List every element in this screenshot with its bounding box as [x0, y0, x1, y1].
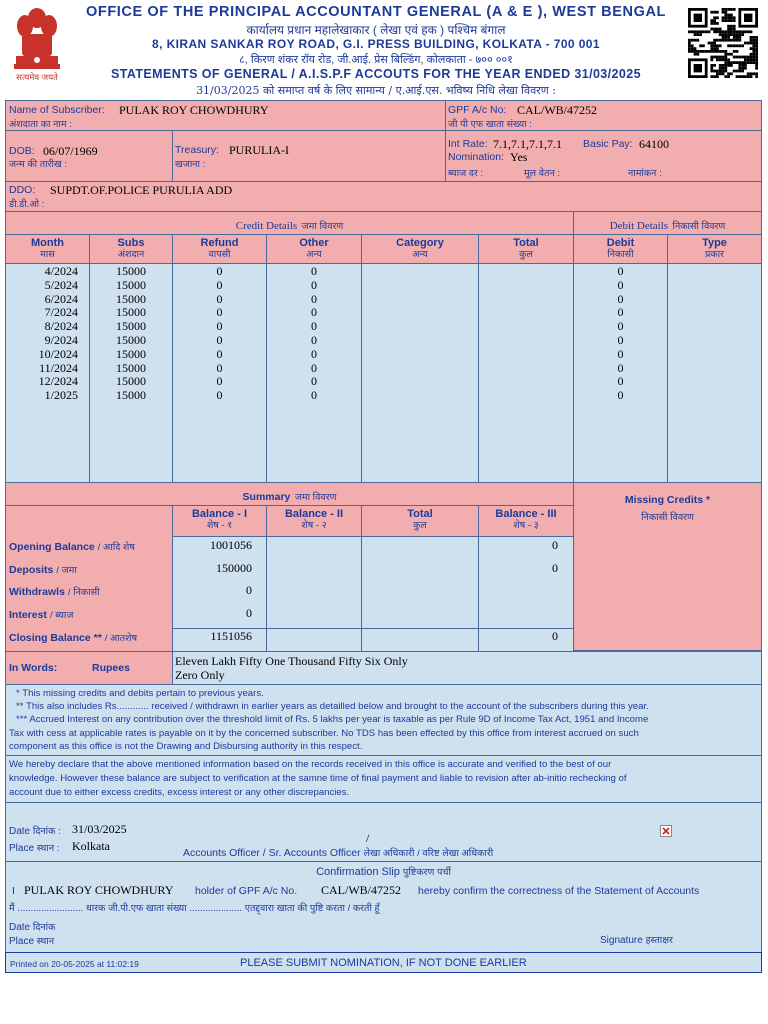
signoff-place: Kolkata	[72, 839, 110, 853]
row-other: 0	[311, 374, 317, 389]
balance-3-header: Balance - III शेष - ३	[495, 508, 557, 531]
summary-label-en: Opening Balance	[9, 541, 95, 553]
note-3c: component as this office is not the Drawing and Disbursing authority in this respect.	[9, 741, 363, 752]
row-other: 0	[311, 388, 317, 403]
row-other: 0	[311, 333, 317, 347]
summary-label-hi: / आदि शेष	[97, 542, 135, 553]
summary-labels	[5, 505, 173, 652]
declaration-line-2: knowledge. However these balance are subject to verification at the samne time of final payment and liable to revision after ab-initio rechecking of	[9, 773, 627, 784]
row-debit: 0	[617, 264, 624, 278]
confirmation-place-label: Place	[9, 936, 35, 947]
col-refund-header: Refund वापसी	[200, 237, 239, 260]
nomination-label-hi: नामांकन :	[628, 168, 662, 179]
row-refund: 0	[216, 319, 223, 334]
balance-1-value: 1151056	[210, 629, 252, 643]
balance-1-value: 1001056	[210, 538, 252, 552]
subscriber-name-label: Name of Subscriber:	[9, 104, 105, 116]
row-refund: 0	[216, 264, 223, 278]
treasury-cell	[172, 130, 446, 182]
row-debit: 0	[617, 305, 624, 320]
in-words-line-1: Eleven Lakh Fifty One Thousand Fifty Six Only	[175, 654, 408, 668]
row-month: 4/2024	[44, 264, 78, 278]
int-rate-label-hi: ब्याज दर :	[448, 168, 484, 179]
signoff-slash: /	[366, 831, 370, 845]
confirmation-confirm-text: hereby confirm the correctness of the Statement of Accounts	[418, 885, 700, 897]
row-other: 0	[311, 305, 317, 320]
row-refund: 0	[216, 360, 223, 375]
balance-3-value: 0	[552, 561, 558, 575]
credit-details-title: Credit Details	[235, 220, 298, 232]
row-refund: 0	[216, 346, 223, 361]
rupees-label: Rupees	[92, 662, 130, 674]
declaration-line-1: We hereby declare that the above mentioned information based on the records received in this office is accurate and verified to the best of our	[9, 759, 612, 770]
summary-label-en: Interest	[9, 609, 47, 621]
row-debit: 0	[617, 374, 624, 389]
place-label-hi: स्थान :	[36, 843, 60, 854]
row-other: 0	[311, 360, 317, 375]
row-refund: 0	[216, 388, 223, 403]
summary-row-label	[9, 563, 77, 576]
int-rate-label: Int Rate:	[448, 138, 488, 150]
row-debit: 0	[617, 333, 624, 347]
summary-label-hi: / आतशेष	[104, 633, 138, 644]
ddo-value: SUPDT.OF.POLICE PURULIA ADD	[50, 183, 233, 197]
row-other: 0	[311, 277, 317, 292]
nomination-reminder: PLEASE SUBMIT NOMINATION, IF NOT DONE EARLIER	[240, 957, 527, 969]
dob-value: 06/07/1969	[43, 144, 98, 158]
row-month: 12/2024	[38, 374, 78, 389]
office-title-hi: कार्यालय प्रधान महालेखाकार ( लेखा एवं हक ) पश्चिम बंगाल	[246, 23, 506, 37]
row-refund: 0	[216, 333, 223, 347]
debit-details-title: Debit Details	[609, 220, 669, 232]
gpf-number: CAL/WB/47252	[517, 103, 597, 117]
confirmation-title-hi: पुष्टिकरण पर्ची	[402, 867, 451, 878]
note-3b: Tax with cess at applicable rates is payable on it by the concerned subscriber. No TDS has been effected by this office from interest accrued on such	[9, 728, 639, 739]
row-other: 0	[311, 291, 317, 306]
summary-label-hi: / जमा	[56, 565, 77, 576]
row-subs: 15000	[116, 374, 146, 389]
row-month: 9/2024	[44, 333, 78, 347]
missing-credits-title-hi: निकासी विवरण	[641, 512, 694, 523]
missing-credits-box	[573, 482, 762, 651]
row-subs: 15000	[116, 388, 146, 403]
officer-designation-hi: लेखा अधिकारी / वरिष्ट लेखा अधिकारी	[363, 848, 494, 859]
balance-1-value: 150000	[216, 561, 252, 575]
printed-on: Printed on 20-05-2025 at 11:02:19	[10, 959, 139, 969]
confirmation-place-label-hi: स्थान	[36, 936, 55, 947]
officer-designation: Accounts Officer / Sr. Accounts Officer	[183, 847, 361, 859]
int-rate-value: 7.1,7.1,7.1,7.1	[493, 137, 562, 151]
row-subs: 15000	[116, 291, 146, 306]
row-subs: 15000	[116, 305, 146, 320]
summary-label-en: Withdrawls	[9, 586, 65, 598]
subscriber-name-label-hi: अंशदाता का नाम :	[9, 119, 72, 130]
debit-details-title-hi: निकासी विवरण	[672, 221, 726, 232]
treasury-label: Treasury:	[175, 144, 219, 156]
col-type-header: Type प्रकार	[702, 237, 727, 260]
in-words-line-2: Zero Only	[175, 668, 225, 682]
confirmation-title: Confirmation Slip	[316, 866, 400, 878]
nomination-label: Nomination:	[448, 151, 505, 163]
col-total-header: Total कुल	[513, 237, 539, 260]
summary-row-label	[9, 540, 135, 553]
signature-label: Signature	[600, 935, 643, 946]
row-debit: 0	[617, 291, 624, 306]
col-subs-header: Subs अंशदान	[117, 237, 145, 260]
balance-1-value: 0	[246, 583, 252, 597]
qr-code-icon	[688, 8, 758, 78]
dob-label-hi: जन्म की तारीख :	[9, 159, 68, 170]
confirmation-date-label-hi: दिनांक	[32, 922, 56, 933]
summary-total-header: Total कुल	[407, 508, 433, 531]
summary-row-label	[9, 608, 73, 621]
note-2: ** This also includes Rs............ received / withdrawn in earlier years as detailled below and brought to the account of the subscribers during this year.	[16, 701, 649, 712]
balance-1-header: Balance - I शेष - १	[191, 508, 248, 531]
row-month: 10/2024	[38, 346, 78, 361]
row-month: 7/2024	[44, 305, 78, 320]
treasury-value: PURULIA-I	[229, 143, 289, 157]
statement-title-en: STATEMENTS OF GENERAL / A.I.S.P.F ACCOUTS FOR THE YEAR ENDED 31/03/2025	[111, 67, 641, 81]
in-words-label: In Words:	[9, 662, 58, 674]
summary-label-en: Closing Balance **	[9, 632, 102, 644]
date-label-hi: दिनांक :	[32, 826, 61, 837]
missing-credits-title: Missing Credits *	[624, 494, 711, 506]
broken-image-icon	[660, 825, 672, 837]
row-month: 6/2024	[44, 291, 78, 306]
office-address-hi: ८, किरण शंकर रॉय रोड, जी.आई. प्रेस बिल्डिंग, कोलकाता - ७०० ००१	[239, 54, 513, 66]
row-subs: 15000	[116, 360, 146, 375]
col-debit-header: Debit निकासी	[606, 237, 635, 260]
row-other: 0	[311, 319, 317, 334]
ddo-label-hi: डी.डी.ओ :	[9, 199, 45, 210]
row-subs: 15000	[116, 319, 146, 334]
subscriber-name: PULAK ROY CHOWDHURY	[119, 103, 269, 117]
row-month: 1/2025	[44, 388, 78, 403]
col-month-header: Month मास	[31, 237, 64, 260]
row-debit: 0	[617, 360, 624, 375]
summary-label-hi: / ब्याज	[49, 610, 74, 621]
row-other: 0	[311, 346, 317, 361]
statement-title-hi: 31/03/2025 को समाप्त वर्ष के लिए सामान्य / ए.आई.एस. भविष्य निधि लेखा विवरण :	[196, 84, 556, 97]
confirmation-hindi-line: मैं ......................... धारक जी.पी.एफ खाता संख्या .................... एतद्द्वारा खाता की पुष्टि करता / करती हूँ	[9, 903, 380, 914]
declaration-line-3: account due to either excess credits, excess interest or any other discrepancies.	[9, 787, 350, 798]
summary-title-hi: जमा विवरण	[294, 492, 337, 503]
gpf-label: GPF A/c No:	[448, 104, 507, 116]
office-title-en: OFFICE OF THE PRINCIPAL ACCOUNTANT GENERAL (A & E ), WEST BENGAL	[86, 4, 666, 20]
summary-row-label	[9, 631, 137, 644]
signature-label-hi: हस्ताक्षर	[645, 935, 673, 946]
summary-row-label	[9, 585, 100, 598]
row-debit: 0	[617, 277, 624, 292]
row-month: 8/2024	[44, 319, 78, 334]
row-refund: 0	[216, 277, 223, 292]
row-subs: 15000	[116, 277, 146, 292]
balance-3-value: 0	[552, 629, 558, 643]
credit-details-title-hi: जमा विवरण	[301, 221, 344, 232]
basic-pay-label-hi: मूल वेतन :	[524, 168, 561, 179]
row-debit: 0	[617, 346, 624, 361]
confirmation-name: PULAK ROY CHOWDHURY	[24, 883, 174, 897]
basic-pay-value: 64100	[639, 137, 669, 151]
dob-label: DOB:	[9, 145, 35, 157]
summary-title: Summary	[242, 491, 291, 503]
basic-pay-label: Basic Pay:	[583, 138, 633, 150]
confirmation-i: I	[12, 885, 15, 897]
row-refund: 0	[216, 374, 223, 389]
treasury-label-hi: खजाना :	[175, 159, 206, 170]
row-debit: 0	[617, 319, 624, 334]
row-refund: 0	[216, 305, 223, 320]
office-address-en: 8, KIRAN SANKAR ROY ROAD, G.I. PRESS BUILDING, KOLKATA - 700 001	[152, 37, 600, 51]
state-emblem-icon	[8, 4, 66, 86]
row-subs: 15000	[116, 264, 146, 278]
row-refund: 0	[216, 291, 223, 306]
col-other-header: Other अन्य	[299, 237, 329, 260]
balance-1-value: 0	[246, 606, 252, 620]
nomination-value: Yes	[510, 150, 528, 164]
row-month: 5/2024	[44, 277, 78, 292]
signoff-date: 31/03/2025	[72, 822, 127, 836]
place-label: Place	[9, 843, 35, 854]
row-subs: 15000	[116, 346, 146, 361]
date-label: Date	[9, 826, 31, 837]
confirmation-date-label: Date	[9, 922, 31, 933]
col-category-header: Category अन्य	[396, 237, 444, 260]
row-debit: 0	[617, 388, 624, 403]
summary-label-en: Deposits	[9, 564, 54, 576]
note-3a: *** Accrued Interest on any contribution over the threshold limit of Rs. 5 lakhs per year is taxable as per Rule 9D of Income Tax Act, 1951 and Income	[16, 714, 649, 725]
ddo-label: DDO:	[9, 184, 36, 196]
balance-3-value: 0	[552, 538, 558, 552]
row-subs: 15000	[116, 333, 146, 347]
summary-label-hi: / निकासी	[67, 587, 100, 598]
balance-2-header: Balance - II शेष - २	[284, 508, 344, 531]
confirmation-gpf-no: CAL/WB/47252	[321, 883, 401, 897]
confirmation-holder-text: holder of GPF A/c No.	[195, 885, 298, 897]
row-month: 11/2024	[39, 360, 78, 375]
note-1: * This missing credits and debits pertain to previous years.	[16, 688, 264, 699]
emblem-caption: सत्यमेव जयते	[16, 73, 58, 83]
row-other: 0	[311, 264, 317, 278]
gpf-label-hi: जी पी एफ खाता संख्या :	[448, 119, 532, 130]
